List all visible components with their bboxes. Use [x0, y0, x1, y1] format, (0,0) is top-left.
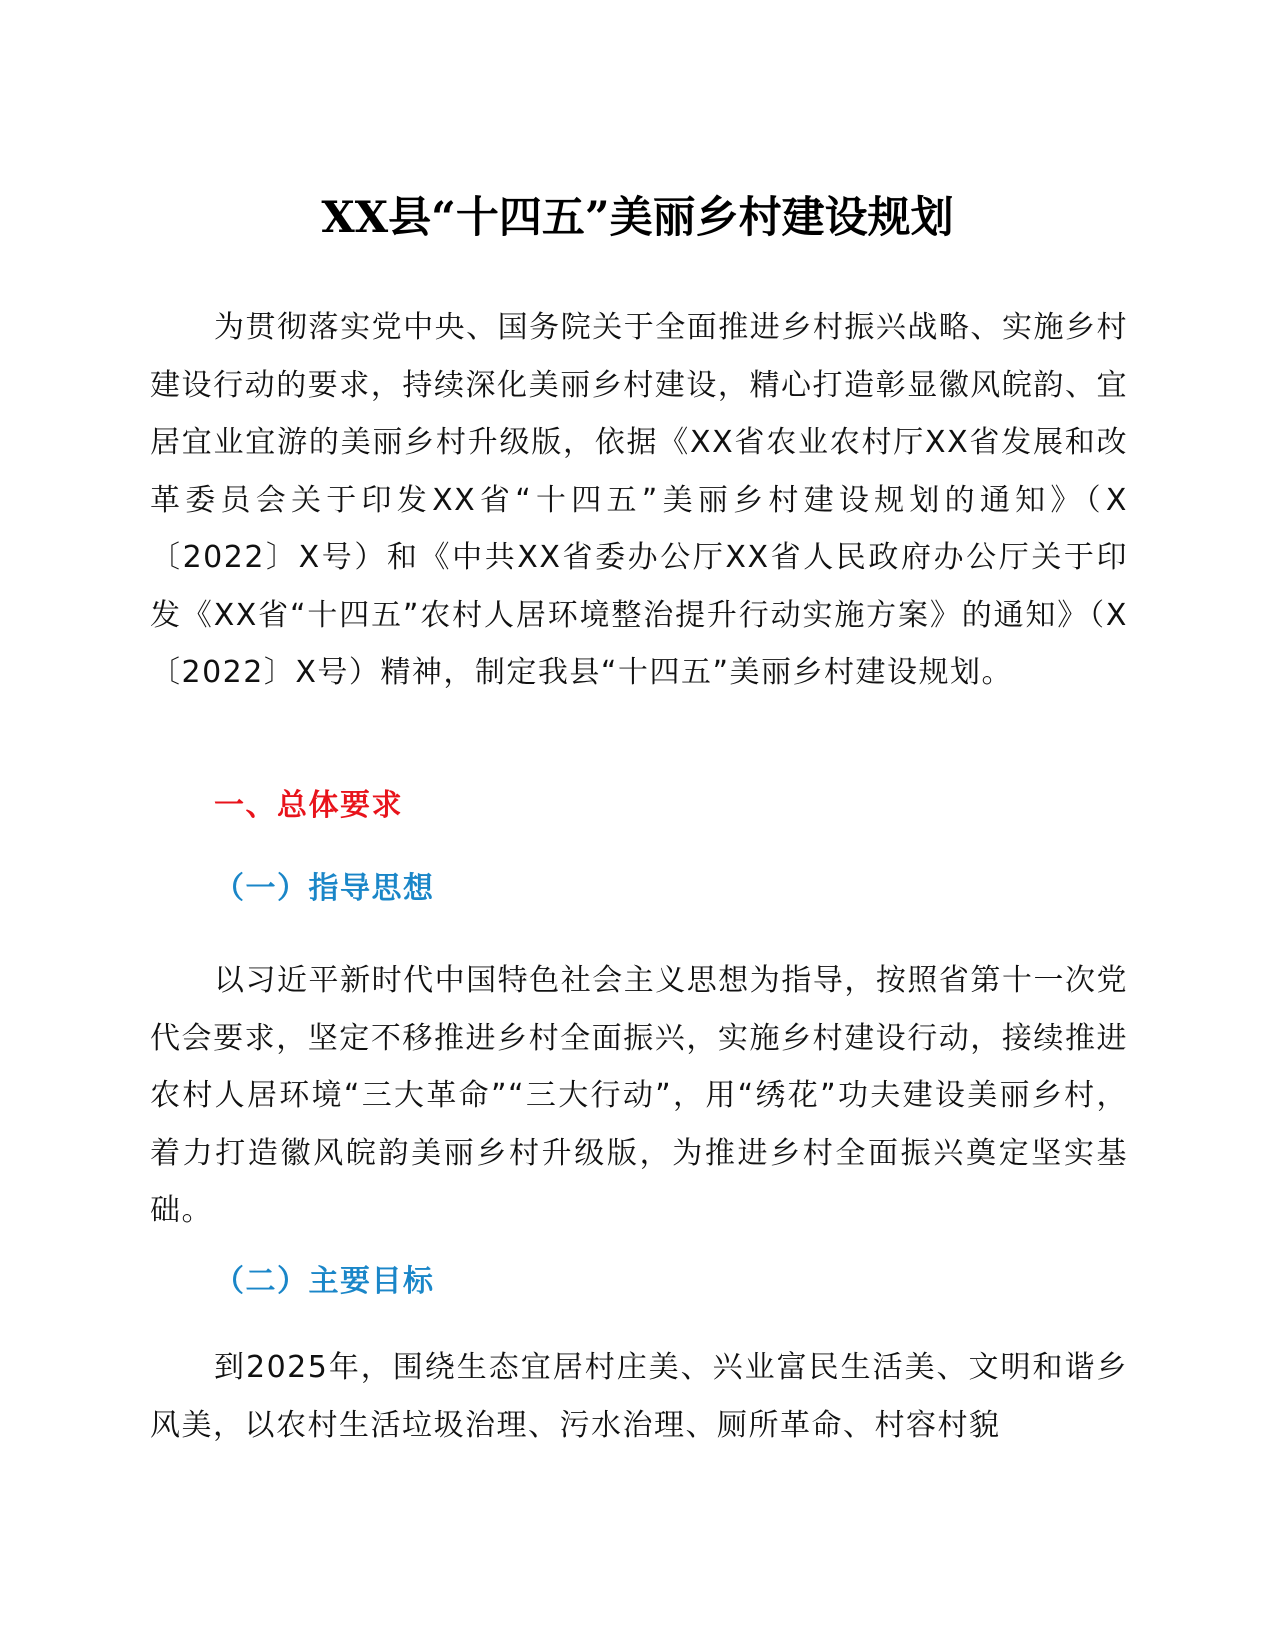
section-heading-general-requirements: 一、总体要求: [214, 788, 403, 823]
document-title: XX县“十四五”美丽乡村建设规划: [321, 193, 954, 243]
main-goals-paragraph: 到2025年，围绕生态宜居村庄美、兴业富民生活美、文明和谐乡风美，以农村生活垃圾治理、污水治理、厕所革命、村容村貌: [150, 1350, 1128, 1443]
subsection-heading-guiding-ideology: （一）指导思想: [214, 871, 435, 906]
intro-paragraph: 为贯彻落实党中央、国务院关于全面推进乡村振兴战略、实施乡村建设行动的要求，持续深化美丽乡村建设，精心打造彰显徽风皖韵、宜居宜业宜游的美丽乡村升级版，依据《XX省农业农村厅XX省发展和改革委员会关于印发XX省“十四五”美丽乡村建设规划的通知》（X〔2022〕X号）和《中共XX省委办公厅XX省人民政府办公厅关于印发《XX省“十四五”农村人居环境整治提升行动实施方案》的通知》（X〔2022〕X号）精神，制定我县“十四五”美丽乡村建设规划。: [150, 310, 1128, 690]
subsection-heading-main-goals: （二）主要目标: [214, 1264, 435, 1299]
guiding-ideology-paragraph: 以习近平新时代中国特色社会主义思想为指导，按照省第十一次党代会要求，坚定不移推进乡村全面振兴，实施乡村建设行动，接续推进农村人居环境“三大革命”“三大行动”，用“绣花”功夫建设美丽乡村，着力打造徽风皖韵美丽乡村升级版，为推进乡村全面振兴奠定坚实基础。: [150, 963, 1128, 1228]
